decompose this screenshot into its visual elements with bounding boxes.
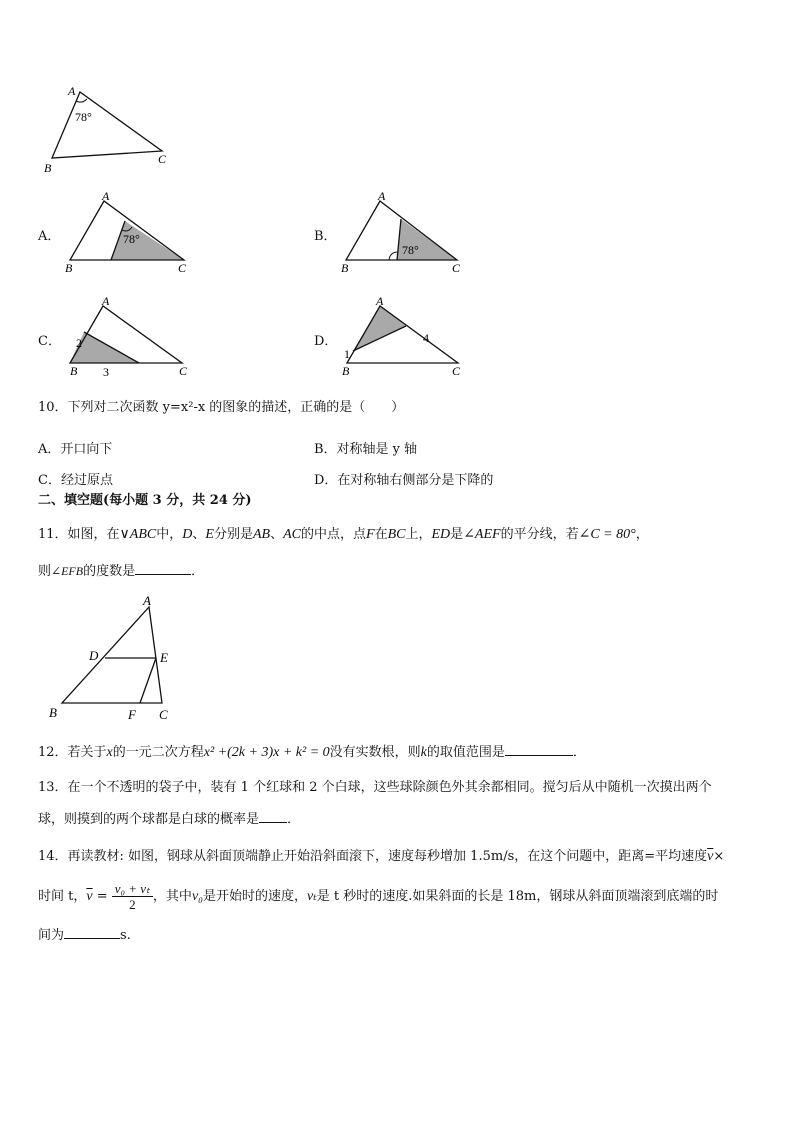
option-d-label-b: B bbox=[342, 364, 350, 378]
option-a-label-a: A bbox=[102, 189, 110, 203]
q14-line2-mid: ，其中 bbox=[152, 889, 192, 904]
q11-bc: BC bbox=[387, 527, 406, 542]
option-a-letter: A． bbox=[38, 229, 61, 244]
q11-angle-c: ∠C = 80° bbox=[578, 527, 636, 542]
question-10-option-c: C．经过原点 bbox=[38, 473, 113, 488]
main-angle-arc bbox=[76, 99, 87, 102]
q11-angle-efb: ∠EFB bbox=[51, 564, 84, 578]
q11-prefix: 11．如图，在 bbox=[38, 527, 120, 542]
question-10-option-a: A．开口向下 bbox=[38, 442, 113, 457]
question-11-figure bbox=[46, 590, 186, 725]
option-a-angle: 78° bbox=[123, 232, 140, 246]
q14-vbar: $\overline{v}$ bbox=[707, 849, 714, 864]
q11-f: F bbox=[366, 527, 375, 542]
q11-mid6: 上， bbox=[405, 527, 432, 542]
q12-k: k bbox=[420, 745, 427, 760]
q14-line2-mid2: 是开始时的速度， bbox=[203, 889, 308, 904]
question-14-line-2 bbox=[38, 880, 718, 914]
main-angle-label: 78° bbox=[75, 110, 92, 124]
question-13-line-1: 13．在一个不透明的袋子中，装有 1 个红球和 2 个白球，这些球除颜色外其余都相同。搅匀后从中随机一次摸出两个 bbox=[38, 780, 712, 795]
option-d-num-4: 4 bbox=[423, 331, 429, 345]
q14-line3-prefix: 间为 bbox=[38, 928, 65, 943]
main-triangle bbox=[52, 92, 162, 158]
option-d-figure bbox=[336, 292, 476, 382]
q11-triangle-shape bbox=[62, 607, 162, 703]
question-12-text bbox=[38, 743, 586, 763]
question-13-line-2 bbox=[38, 810, 300, 830]
q13-line2: 球，则摸到的两个球都是白球的概率是 bbox=[38, 812, 260, 827]
q11-fig-d: D bbox=[89, 648, 99, 663]
question-14-line-3 bbox=[38, 926, 131, 946]
option-d-letter: D． bbox=[314, 334, 338, 349]
option-a-figure bbox=[60, 188, 200, 278]
q11-answer-blank[interactable] bbox=[135, 562, 191, 575]
q12-equation: x² +(2k + 3)x + k² = 0 bbox=[203, 745, 330, 760]
q11-fig-c: C bbox=[159, 707, 168, 722]
main-label-b: B bbox=[44, 161, 52, 175]
q12-mid2: 没有实数根，则 bbox=[329, 745, 421, 760]
q14-v0: v₀ bbox=[191, 889, 204, 904]
q11-line2-suffix: 的度数是 bbox=[83, 564, 136, 579]
main-label-a: A bbox=[68, 84, 76, 98]
q11-mid2: 分别是 bbox=[213, 527, 253, 542]
q11-line2-prefix: 则 bbox=[38, 564, 52, 579]
q11-mid8: 的平分线，若 bbox=[500, 527, 579, 542]
question-11-line-2 bbox=[38, 561, 204, 582]
q14-eq-sign: = bbox=[92, 889, 112, 904]
q14-vt: vₜ bbox=[307, 889, 317, 904]
q11-fig-b: B bbox=[49, 705, 57, 720]
q11-sep: 、 bbox=[192, 527, 206, 542]
option-b-label-b: B bbox=[341, 261, 349, 275]
q12-mid1: 的一元二次方程 bbox=[112, 745, 204, 760]
option-a-shaded bbox=[111, 221, 184, 260]
q11-mid1: 中， bbox=[156, 527, 183, 542]
q11-e: E bbox=[205, 527, 214, 542]
question-10-option-d: D．在对称轴右侧部分是下降的 bbox=[314, 473, 494, 488]
q14-line2-prefix: 时间 t， bbox=[38, 889, 87, 904]
option-c-label-c: C bbox=[179, 364, 188, 378]
q12-mid3: 的取值范围是 bbox=[426, 745, 505, 760]
q12-end: ． bbox=[572, 745, 586, 760]
option-c-figure bbox=[56, 292, 196, 382]
question-11-line-1 bbox=[38, 525, 649, 545]
q14-line1: 14．再读教材: 如图，钢球从斜面顶端静止开始沿斜面滚下，速度每秒增加 1.5m/s，在这个问题中，距离=平均速度 bbox=[38, 849, 708, 864]
q11-d: D bbox=[182, 527, 193, 542]
q14-times: × bbox=[713, 849, 725, 864]
q11-fig-a: A bbox=[143, 593, 151, 608]
q11-mid7: 是 bbox=[450, 527, 464, 542]
option-c-num-3: 3 bbox=[103, 365, 109, 379]
question-10-option-b: B．对称轴是 y 轴 bbox=[314, 442, 418, 457]
question-10-text: 10．下列对二次函数 y=x²-x 的图象的描述，正确的是（ ） bbox=[38, 400, 405, 415]
option-b-angle: 78° bbox=[402, 243, 419, 257]
q14-line2-end: 是 t 秒时的速度.如果斜面的长是 18m，钢球从斜面顶端滚到底端的时 bbox=[316, 889, 719, 904]
option-d-num-1: 1 bbox=[344, 347, 350, 361]
q11-end: ． bbox=[191, 564, 205, 579]
q11-triangle: ∨ABC bbox=[119, 527, 157, 542]
q12-x: x bbox=[106, 745, 113, 760]
option-a-label-c: C bbox=[178, 261, 187, 275]
option-c-letter: C． bbox=[38, 334, 61, 349]
option-a-label-b: B bbox=[65, 261, 73, 275]
q11-ed: ED bbox=[431, 527, 451, 542]
option-c-label-a: A bbox=[102, 294, 110, 308]
q11-mid5: 在 bbox=[374, 527, 388, 542]
q12-prefix: 12．若关于 bbox=[38, 745, 107, 760]
q11-segment-ef bbox=[140, 658, 156, 703]
q11-mid9: ， bbox=[635, 527, 649, 542]
main-label-c: C bbox=[158, 152, 167, 166]
section-2-title: 二、填空题(每小题 3 分，共 24 分) bbox=[38, 493, 252, 508]
option-b-figure bbox=[336, 188, 476, 278]
q11-fig-e: E bbox=[160, 650, 168, 665]
option-d-shaded bbox=[353, 306, 406, 351]
q14-frac-num: v₀ + vₜ bbox=[112, 881, 153, 897]
option-d-triangle bbox=[347, 306, 458, 363]
q14-answer-blank[interactable] bbox=[64, 926, 120, 939]
q14-eq-left: $\overline{v}$ bbox=[86, 889, 93, 904]
q14-fraction bbox=[112, 881, 153, 912]
option-d-label-a: A bbox=[376, 294, 384, 308]
option-b-letter: B． bbox=[314, 229, 337, 244]
question-14-line-1 bbox=[38, 847, 724, 867]
q11-mid3: 、 bbox=[270, 527, 284, 542]
option-d-label-c: C bbox=[452, 364, 461, 378]
q11-mid4: 的中点，点 bbox=[301, 527, 367, 542]
option-b-label-c: C bbox=[452, 261, 461, 275]
q11-ac: AC bbox=[283, 527, 301, 542]
q13-end: ． bbox=[287, 812, 301, 827]
q11-ab: AB bbox=[252, 527, 271, 542]
option-c-label-b: B bbox=[70, 364, 78, 378]
q14-frac-den: 2 bbox=[129, 897, 136, 912]
main-triangle-figure bbox=[38, 82, 188, 182]
q11-fig-f: F bbox=[128, 707, 136, 722]
q12-answer-blank[interactable] bbox=[505, 743, 573, 756]
option-b-label-a: A bbox=[378, 189, 386, 203]
option-c-num-2: 2 bbox=[76, 336, 82, 350]
q11-angle-aef: ∠AEF bbox=[463, 527, 501, 542]
q13-answer-blank[interactable] bbox=[259, 810, 287, 823]
q14-line3-end: s. bbox=[120, 928, 131, 943]
